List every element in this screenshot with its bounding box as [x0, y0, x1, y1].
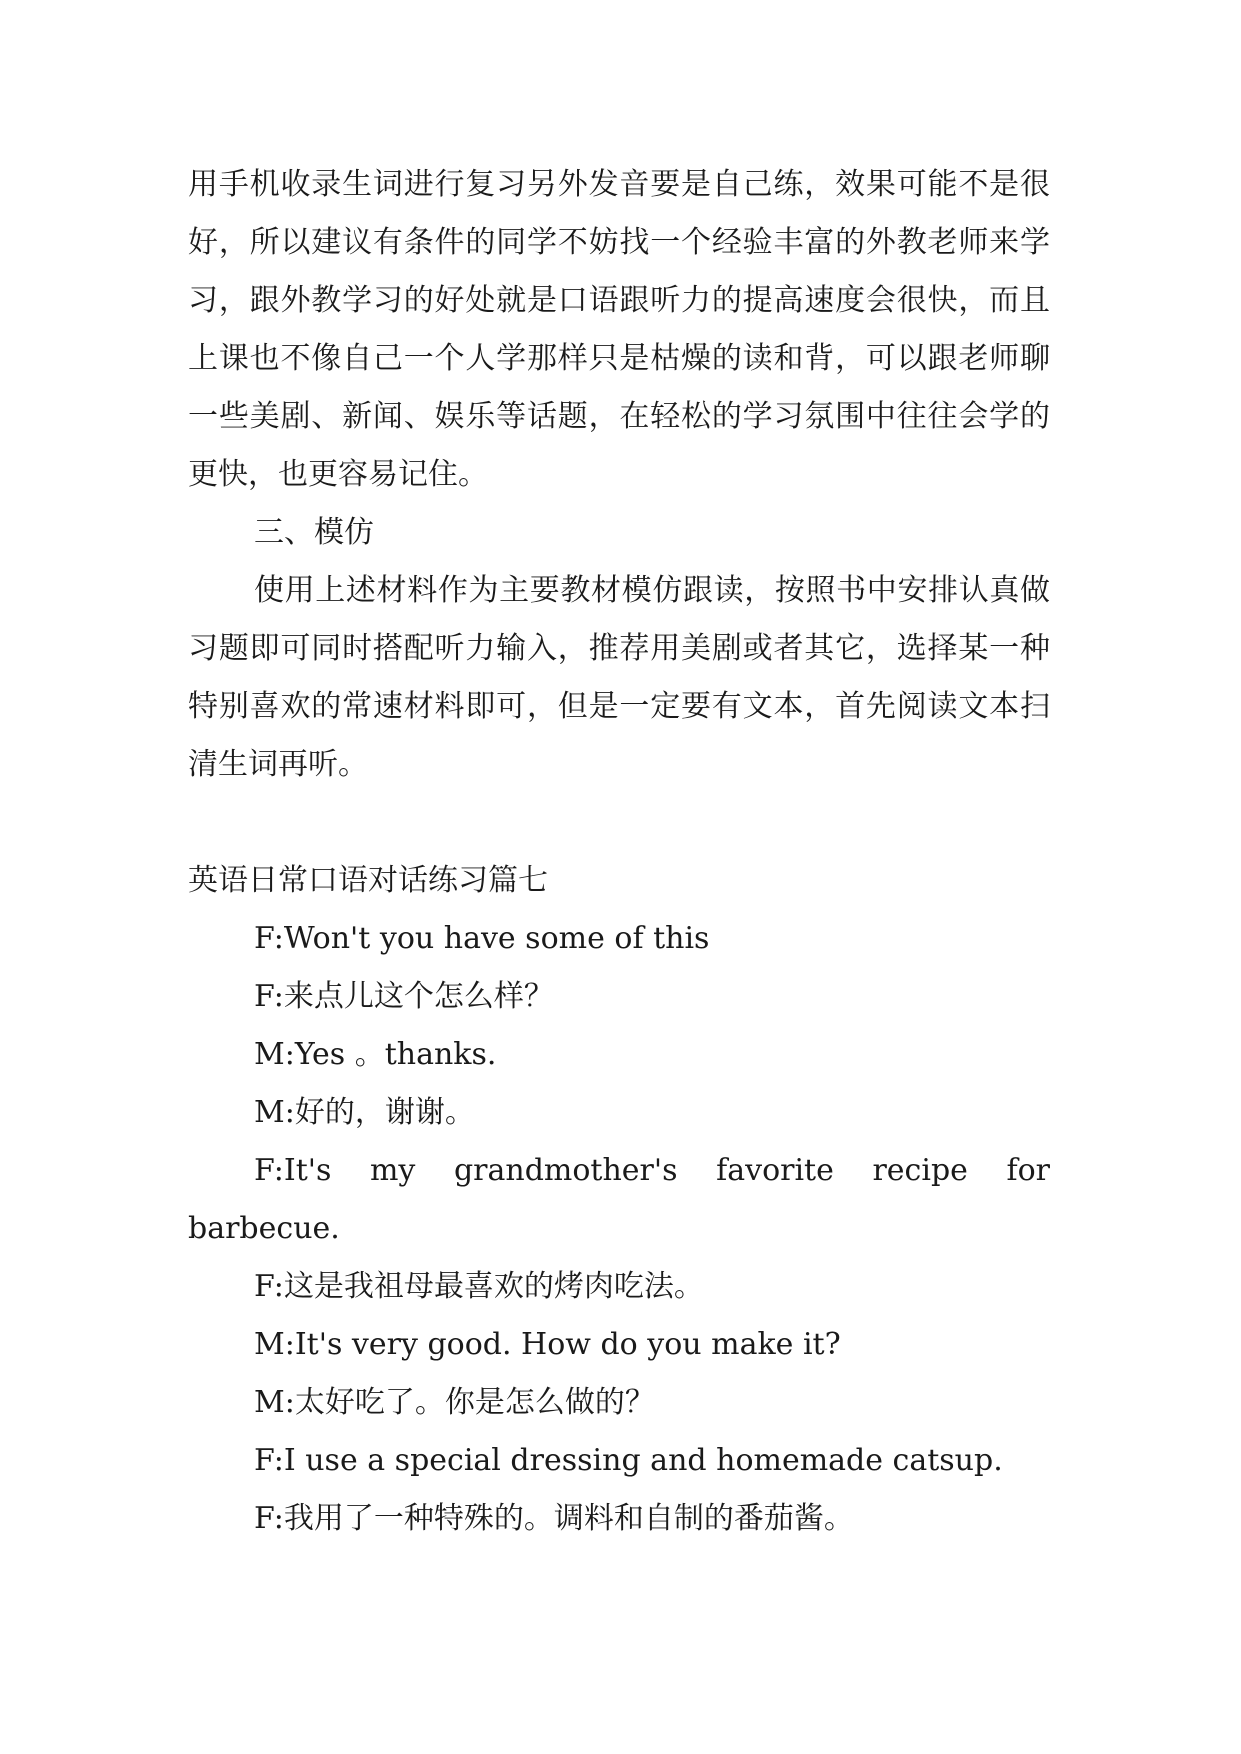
dialogue-line: F:I use a special dressing and homemade catsup. [254, 1443, 1003, 1478]
dialogue-line: F:这是我祖母最喜欢的烤肉吃法。 [254, 1269, 704, 1304]
dialogue-line: M:Yes 。thanks. [254, 1037, 497, 1072]
body-paragraph: 使用上述材料作为主要教材模仿跟读，按照书中安排认真做习题即可同时搭配听力输入，推荐用美剧或者其它，选择某一种特别喜欢的常速材料即可，但是一定要有文本，首先阅读文本扫清生词再听。 [188, 573, 1050, 782]
dialogue-line: M:好的，谢谢。 [254, 1095, 475, 1130]
dialogue-line: F:来点儿这个怎么样？ [254, 979, 554, 1014]
document-page [188, 156, 1050, 1548]
dialogue-line: F:It's my grandmother's favorite recipe for barbecue. [188, 1153, 1050, 1246]
dialogue-line: M:太好吃了。你是怎么做的？ [254, 1385, 655, 1420]
dialogue-line: F:我用了一种特殊的。调料和自制的番茄酱。 [254, 1501, 854, 1536]
body-paragraph: 用手机收录生词进行复习另外发音要是自己练，效果可能不是很好，所以建议有条件的同学不妨找一个经验丰富的外教老师来学习，跟外教学习的好处就是口语跟听力的提高速度会很快，而且上课也不像自己一个人学那样只是枯燥的读和背，可以跟老师聊一些美剧、新闻、娱乐等话题，在轻松的学习氛围中往往会学的更快，也更容易记住。 [188, 167, 1050, 492]
section-heading: 英语日常口语对话练习篇七 [188, 863, 548, 898]
dialogue-line: M:It's very good. How do you make it? [254, 1327, 841, 1362]
dialogue-line: F:Won't you have some of this [254, 921, 710, 956]
subsection-heading: 三、模仿 [254, 515, 374, 550]
